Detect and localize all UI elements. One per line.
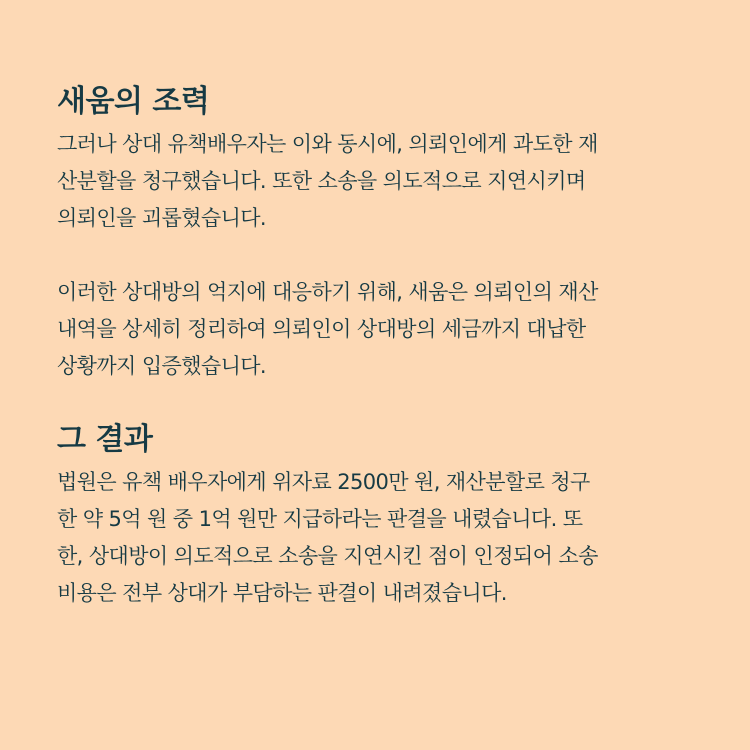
paragraph-ruling: [57, 464, 707, 612]
text-line: 한, 상대방이 의도적으로 소송을 지연시킨 점이 인정되어 소송: [57, 544, 598, 568]
text-line: 그러나 상대 유책배우자는 이와 동시에, 의뢰인에게 과도한 재: [57, 132, 598, 156]
text-line: 비용은 전부 상대가 부담하는 판결이 내려졌습니다.: [57, 581, 507, 605]
text-line: 산분할을 청구했습니다. 또한 소송을 의도적으로 지연시키며: [57, 169, 586, 193]
section-result: [57, 420, 707, 612]
paragraph-spacer: [57, 237, 707, 274]
text-line: 한 약 5억 원 중 1억 원만 지급하라는 판결을 내렸습니다. 또: [57, 507, 583, 531]
text-line: 법원은 유책 배우자에게 위자료 2500만 원, 재산분할로 청구: [57, 470, 590, 494]
text-line: 상황까지 입증했습니다.: [57, 354, 267, 378]
section-heading: 새움의 조력: [57, 84, 210, 119]
content-card: [57, 82, 707, 612]
paragraph-counterclaim: [57, 126, 707, 237]
text-line: 이러한 상대방의 억지에 대응하기 위해, 새움은 의뢰인의 재산: [57, 280, 598, 304]
text-line: 의뢰인을 괴롭혔습니다.: [57, 206, 267, 230]
paragraph-response: [57, 274, 707, 385]
section-saeum-assistance: [57, 82, 707, 385]
section-heading: 그 결과: [57, 422, 153, 457]
text-line: 내역을 상세히 정리하여 의뢰인이 상대방의 세금까지 대납한: [57, 317, 586, 341]
